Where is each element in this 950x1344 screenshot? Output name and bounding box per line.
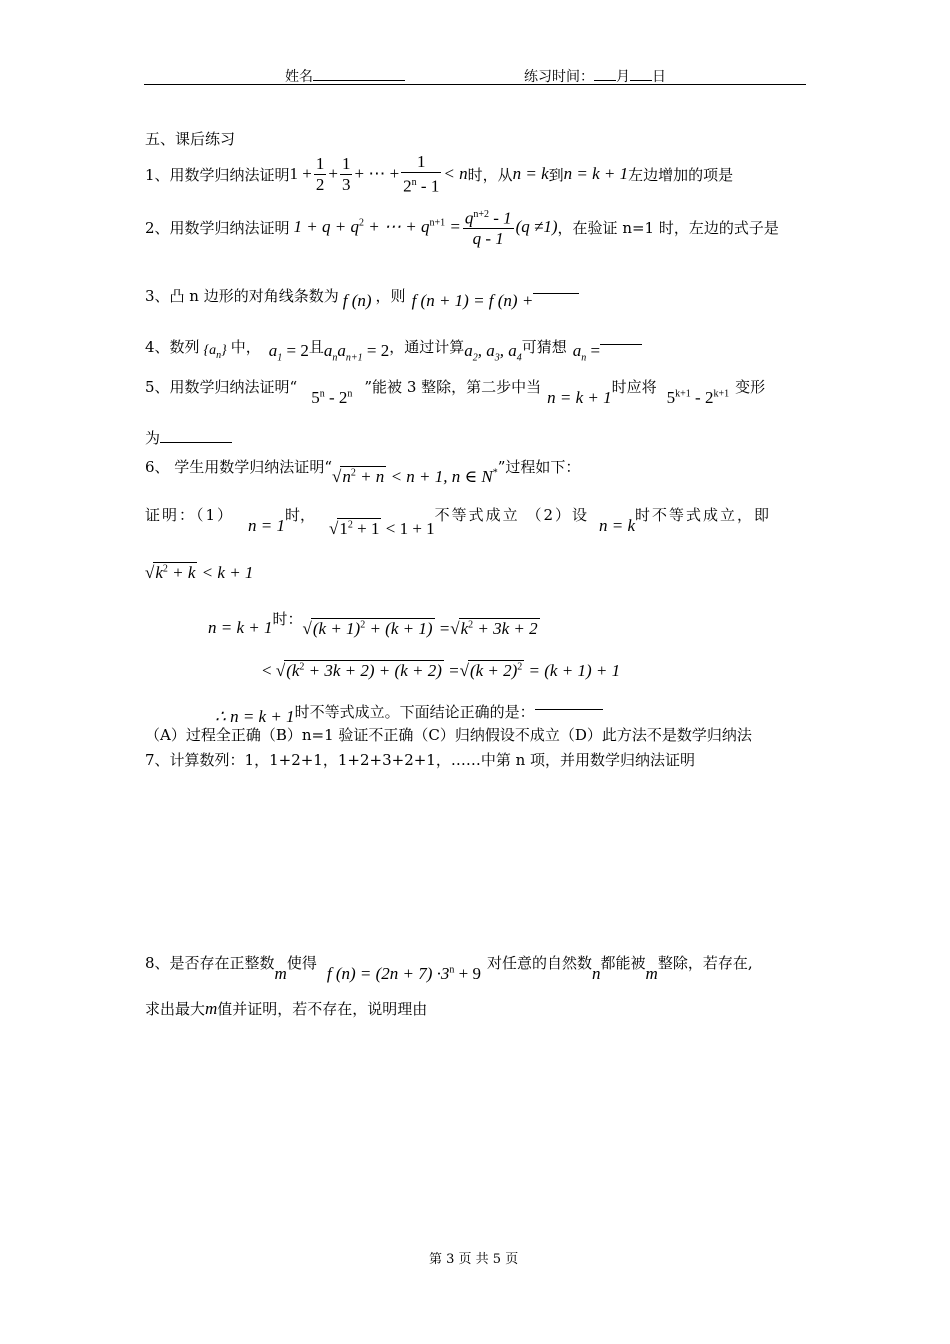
q4-text-3: ，通过计算 (389, 337, 465, 356)
question-3 (145, 277, 579, 313)
proof-l2-tail: < k + 1 (197, 563, 254, 582)
q2-num-tail: - 1 (488, 208, 512, 228)
proof-l4-rad1-tail: + 3k + 2) + (k + 2) (304, 661, 442, 680)
q2-frac-num (463, 205, 514, 230)
q4-text-1: 中， (230, 337, 261, 356)
proof-l4-eq: = (443, 661, 460, 680)
proof-l4-radicand-2 (468, 660, 524, 681)
q4-rec-s2: n+1 (345, 352, 363, 364)
q1-n-eq-k1: n = k + 1 (563, 164, 629, 183)
q2-lhs (294, 217, 461, 237)
proof-l3-rad1: (k + 1) (312, 618, 361, 638)
q4-an-eq: = (586, 340, 601, 360)
proof-l3-radicand-1 (311, 618, 435, 639)
q5-expr-exp-b: n (347, 388, 353, 400)
q1-ineq: < n (443, 164, 468, 183)
q2-frac (463, 205, 514, 250)
q2-condition: (q ≠1) (515, 217, 558, 236)
month-label: 月 (616, 69, 630, 85)
proof-l3-rad1-exp: 2 (360, 618, 366, 630)
q1-frac-half-num: 1 (315, 153, 325, 173)
q1-dots: + ⋯ + (354, 164, 400, 183)
q4-a1 (269, 341, 309, 363)
q5-prefix: 5、用数学归纳法证明“ (145, 377, 298, 396)
proof-l1-ineq: < 1 + 1 (381, 518, 435, 538)
proof-l3-rad2: k (460, 618, 469, 638)
day-label: 日 (652, 69, 666, 85)
proof-l2-rad-tail: + k (167, 563, 196, 582)
q6-statement: $√n^2 + n < n + 1$, n ∈ N* (331, 466, 498, 486)
q8-prefix: 8、是否存在正整数 (145, 953, 275, 972)
q1-den-exp: n (411, 176, 417, 188)
q5-expr2-5: 5 (666, 388, 676, 407)
q8-fn: f (n) = (2n + 7) ·3 (326, 964, 450, 983)
q1-frac-last (401, 152, 441, 197)
proof-l3-rad2-exp: 2 (468, 618, 474, 630)
proof-line-3 (208, 604, 540, 640)
q5-answer-blank (160, 442, 232, 443)
proof-l1-rad-exp: 2 (347, 518, 353, 530)
q2-lhs-exp2: 2 (359, 217, 364, 229)
q4-terms: $a_2$, $a_3$, $a_4$ (464, 340, 522, 364)
proof-l3-expr: $√(k + 1)^2 + (k + 1) =√k^2 + 3k + 2$ (302, 618, 538, 638)
q3-equation: f (n + 1) = f (n) + (411, 291, 534, 310)
q6-rest: < n + 1, n ∈ N (386, 466, 493, 486)
q6-prefix: 6、 学生用数学归纳法证明“ (145, 457, 332, 476)
q8-m: m (274, 964, 287, 983)
proof-l1-a: 证明：（1） (145, 505, 235, 524)
q1-n-eq-k: n = k (512, 164, 549, 183)
proof-l1-expr: $√1^2 + 1 < 1 + 1$ (329, 518, 435, 538)
q4-an-sub: n (581, 352, 587, 364)
q8-text-1: 使得 (286, 953, 317, 972)
q1-frac-last-den (401, 173, 441, 197)
q4-term-a2: a (464, 340, 473, 360)
proof-l3-eq: = (434, 618, 451, 638)
q2-num-exp: n+2 (473, 208, 489, 220)
q5-mid: ”能被 3 整除，第二步中当 (364, 377, 542, 396)
q6-rad-n: n (342, 466, 351, 486)
question-2 (145, 205, 779, 249)
proof-l1-rad-tail: + 1 (352, 518, 380, 538)
q1-frac-third-den: 3 (341, 174, 351, 194)
q1-frac-half-den: 2 (315, 174, 325, 194)
q5-expr-minus: - 2 (324, 388, 348, 407)
q8-line-2 (145, 998, 427, 1019)
q3-mid: ，则 (375, 286, 406, 305)
q1-text-2: 到 (548, 165, 564, 184)
q8-text-2: 对任意的自然数 (487, 953, 593, 972)
section-title: 五、课后练习 (145, 130, 236, 148)
q2-lhs-base: 1 + q + q (293, 217, 359, 236)
q2-num-base: q (464, 208, 474, 228)
q8-function (327, 964, 481, 984)
proof-l5-text: 时不等式成立。下面结论正确的是： (294, 702, 535, 721)
header-time (524, 66, 666, 86)
q4-seq: $\{a_n\}$ (203, 343, 227, 361)
question-8 (145, 948, 753, 988)
time-label: 练习时间： (524, 69, 594, 85)
q4-a1-sub: 1 (277, 352, 283, 364)
proof-l2-radicand (153, 562, 197, 583)
q5-expr-2 (667, 388, 729, 408)
q4-rec-a: a (323, 340, 333, 360)
q4-answer-blank (600, 344, 642, 345)
q4-sub-2: 2 (472, 352, 478, 364)
proof-l3-rad2-tail: + 3k + 2 (473, 618, 538, 638)
proof-l2-rad: k (155, 563, 163, 582)
q6-rad-exp: 2 (350, 466, 356, 478)
q4-sub-3: 3 (494, 352, 500, 364)
q8-fn-tail: + 9 (454, 964, 481, 983)
q5-condition: n = k + 1 (547, 388, 612, 407)
proof-l1-c: 不等式成立 （2）设 (434, 505, 589, 524)
q5-expr2-minus: - 2 (690, 388, 714, 407)
q4-rec-b: a (337, 340, 346, 360)
q5-text-3: 变形 (735, 377, 766, 396)
proof-l1-cond: n = 1 (248, 516, 286, 535)
proof-l3-shi: 时： (272, 609, 303, 628)
q3-answer-blank (533, 293, 579, 294)
q5-expr2-exp-a: k+1 (675, 388, 691, 400)
header-name (285, 66, 405, 86)
q2-tail: ，在验证 n=1 时，左边的式子是 (557, 218, 779, 237)
q1-plus: + (328, 164, 338, 183)
q6-answer-blank (535, 709, 603, 710)
page-footer: 第 3 页 共 5 页 (429, 1252, 519, 1267)
q4-text-4: 可猜想 (521, 337, 567, 356)
q3-prefix: 3、凸 n 边形的对角线条数为 (145, 286, 339, 305)
q4-prefix: 4、数列 (145, 337, 200, 356)
q2-frac-den: q - 1 (472, 229, 504, 249)
q4-sub-4: 4 (516, 352, 522, 364)
question-4 (145, 328, 642, 364)
q4-seq-a: a (209, 343, 217, 359)
q8-n: n (592, 964, 601, 983)
proof-l4-rad1-exp: 2 (299, 661, 305, 673)
proof-l4-rad2: (k + 2) (469, 661, 518, 680)
q2-lhs-expn1: n+1 (429, 217, 446, 229)
q1-prefix: 1、用数学归纳法证明 (145, 165, 290, 184)
question-6 (145, 452, 580, 492)
q8-text-4: 整除，若存在, (657, 953, 753, 972)
q1-den-base: 2 (403, 176, 412, 196)
proof-line-1 (145, 500, 771, 540)
q8-l2-b: 值并证明，若不存在，说明理由 (217, 1000, 428, 1018)
q6-rad-tail: + n (355, 466, 385, 486)
name-label: 姓名 (285, 69, 313, 85)
proof-l4-radicand-1 (284, 660, 444, 681)
q4-a1-eq: = 2 (282, 340, 309, 360)
day-blank (630, 80, 652, 81)
q5-expr-exp-a: n (319, 388, 325, 400)
proof-l4-lt: < (262, 661, 272, 680)
q8-m-2: m (645, 964, 658, 983)
month-blank (594, 80, 616, 81)
q6-tail: ”过程如下： (497, 457, 581, 476)
q3-fn: f (n) (342, 291, 372, 310)
proof-l1-k: n = k (598, 516, 636, 535)
q2-prefix: 2、用数学归纳法证明 (145, 218, 290, 237)
q6-options: （A）过程全正确（B）n=1 验证不正确（C）归纳假设不成立（D）此方法不是数学归纳法 (145, 726, 752, 744)
proof-l2-rad-exp: 2 (162, 563, 168, 575)
proof-l4-rad2-exp: 2 (517, 661, 523, 673)
proof-line-4: < $√(k^2 + 3k + 2) + (k + 2) =√(k + 2)^2 = (k + 1) + 1$ (262, 661, 621, 680)
proof-l5-math: ∴ n = k + 1 (215, 707, 295, 726)
proof-l4-end: = (k + 1) + 1 (524, 661, 621, 680)
q8-fn-exp: n (449, 964, 455, 976)
q2-lhs-mid: + ⋯ + q (364, 217, 430, 236)
q4-rec-s1: n (332, 352, 338, 364)
q1-den-tail: - 1 (416, 176, 440, 196)
header-rule (144, 84, 806, 85)
q4-rec-eq: = 2 (362, 340, 390, 360)
q5-line2-text: 为 (145, 429, 161, 447)
q1-frac-third-num: 1 (341, 153, 351, 173)
q5-expr-5: 5 (311, 388, 320, 407)
q6-star: * (492, 466, 498, 478)
q4-recurrence (324, 341, 389, 363)
proof-l3-cond: n = k + 1 (208, 618, 273, 637)
q8-text-3: 都能被 (600, 953, 646, 972)
q5-text-2: 时应将 (611, 377, 657, 396)
proof-l1-b: 时， (285, 505, 316, 524)
q5-line-2 (145, 427, 232, 448)
q1-frac-half (314, 154, 327, 195)
proof-l3-radicand-2 (459, 618, 540, 639)
q4-seq-sub: n (216, 349, 222, 361)
q4-an-a: a (572, 340, 582, 360)
q4-an (573, 341, 600, 363)
proof-l1-radicand (337, 518, 381, 539)
q2-eq: = (445, 217, 461, 236)
q1-frac-third (340, 154, 353, 195)
proof-line-2: $√k^2 + k < k + 1$ (145, 563, 254, 582)
proof-l1-d: 时不等式成立，即 (635, 505, 772, 524)
q4-a1-a: a (268, 340, 278, 360)
question-1 (145, 152, 733, 196)
q8-l2-m: m (205, 998, 218, 1018)
q1-text-1: 时，从 (467, 165, 513, 184)
q5-expr2-exp-b: k+1 (713, 388, 730, 400)
proof-l1-rad: 1 (339, 518, 348, 538)
proof-l4-rad1: (k (286, 661, 300, 680)
q1-frac-last-num: 1 (401, 152, 441, 173)
q6-radicand (340, 466, 386, 487)
proof-l3-rad1-tail: + (k + 1) (365, 618, 433, 638)
q5-expr (311, 388, 352, 408)
q8-l2-a: 求出最大 (145, 1000, 206, 1018)
q1-text-3: 左边增加的项是 (628, 165, 734, 184)
question-7: 7、计算数列：1，1+2+1，1+2+3+2+1，……中第 n 项，并用数学归纳法证明 (145, 751, 696, 769)
q1-term-1: 1 + (289, 164, 312, 183)
name-blank (313, 80, 405, 81)
q4-text-2: 且 (308, 337, 324, 356)
question-5 (145, 372, 765, 412)
